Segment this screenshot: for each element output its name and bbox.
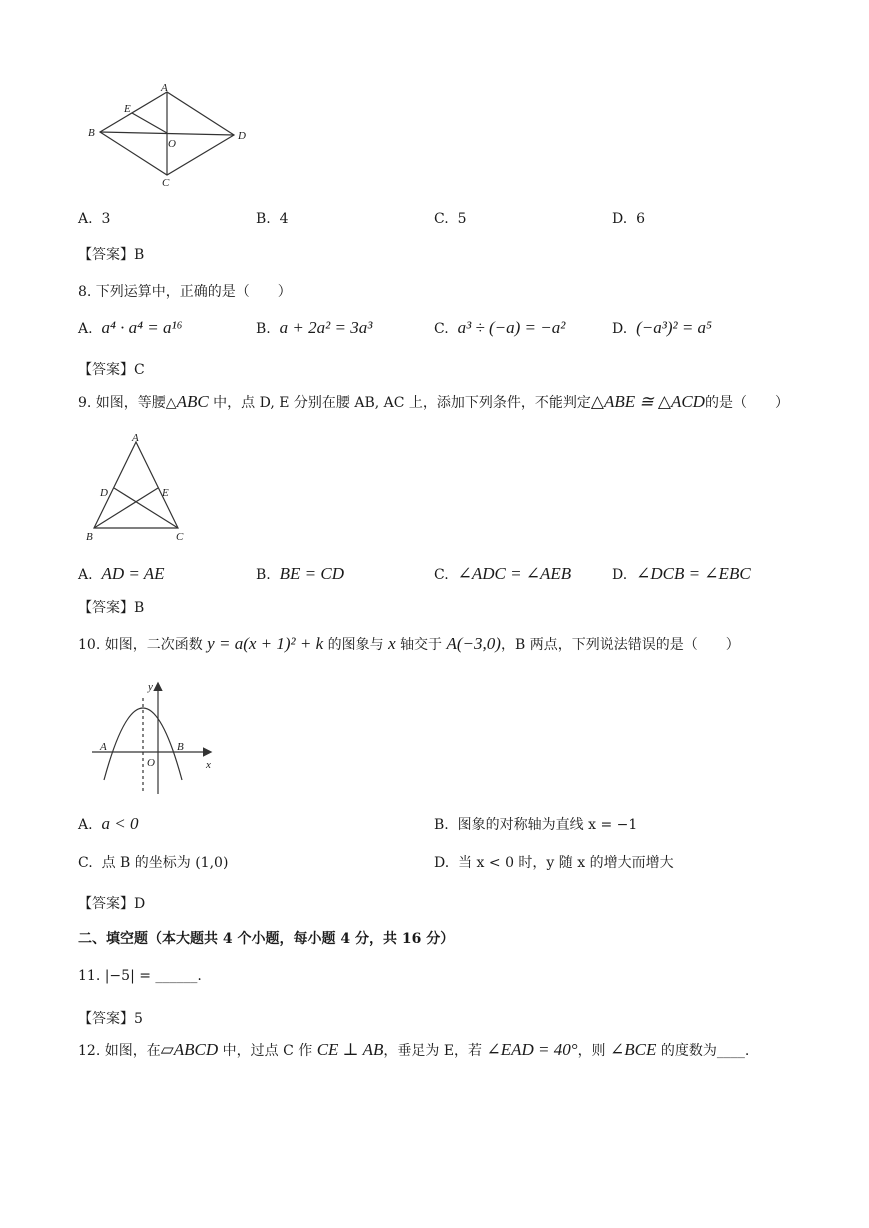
label-x: x [206, 759, 211, 771]
label-O: O [147, 757, 155, 769]
label-B: B [88, 127, 95, 139]
q12-stem: 12. 如图，在▱ABCD 中，过点 C 作 CE ⊥ AB，垂足为 E，若 ∠EAD = 40°，则 ∠BCE 的度数为____. [78, 1040, 750, 1059]
label-y: y [148, 681, 153, 693]
label-A: A [100, 741, 107, 753]
label-B: B [177, 741, 184, 753]
q10-option-b[interactable]: B. 图象的对称轴为直线 x = −1 [434, 817, 638, 833]
rhombus-figure [82, 80, 252, 190]
q8-answer: 【答案】C [78, 362, 145, 378]
label-C: C [176, 531, 184, 543]
q9-answer: 【答案】B [78, 600, 145, 616]
q10-option-c[interactable]: C. 点 B 的坐标为 (1,0) [78, 855, 229, 871]
q9-option-b[interactable]: B. BE = CD [256, 564, 345, 583]
q8-option-d[interactable]: D. (−a³)² = a⁵ [612, 318, 712, 337]
q11-answer: 【答案】5 [78, 1011, 143, 1027]
section-heading: 二、填空题（本大题共 4 个小题，每小题 4 分，共 16 分） [78, 931, 455, 947]
parabola-figure [86, 676, 226, 800]
q8-option-a[interactable]: A. a⁴ · a⁴ = a¹⁶ [78, 318, 183, 337]
label-E: E [162, 487, 169, 499]
label-C: C [162, 177, 170, 189]
label-O: O [168, 138, 176, 150]
q9-option-a[interactable]: A. AD = AE [78, 564, 165, 583]
q11-stem: 11. |−5| = ______. [78, 968, 202, 984]
q9-option-d[interactable]: D. ∠DCB = ∠EBC [612, 564, 751, 583]
label-B: B [86, 531, 93, 543]
label-D: D [238, 130, 246, 142]
q8-option-c[interactable]: C. a³ ÷ (−a) = −a² [434, 318, 566, 337]
q8-stem: 8. 下列运算中，正确的是（ ） [78, 284, 292, 300]
q10-stem: 10. 如图，二次函数 y = a(x + 1)² + k 的图象与 x 轴交于 A(−3,0)，B 两点，下列说法错误的是（ ） [78, 634, 740, 653]
label-D: D [100, 487, 108, 499]
triangle-figure [82, 432, 192, 544]
label-A: A [161, 82, 168, 94]
label-A: A [132, 432, 139, 444]
q9-option-c[interactable]: C. ∠ADC = ∠AEB [434, 564, 572, 583]
q10-answer: 【答案】D [78, 896, 146, 912]
q9-stem: 9. 如图，等腰△ABC 中，点 D, E 分别在腰 AB, AC 上，添加下列条件，不能判定△ABE ≅ △ACD的是（ ） [78, 392, 789, 411]
q10-option-d[interactable]: D. 当 x < 0 时，y 随 x 的增大而增大 [434, 855, 674, 871]
q7-option-d[interactable]: D. 6 [612, 211, 646, 227]
q7-answer: 【答案】B [78, 247, 145, 263]
q10-option-a[interactable]: A. a < 0 [78, 814, 139, 833]
q7-option-b[interactable]: B. 4 [256, 211, 289, 227]
q7-option-c[interactable]: C. 5 [434, 211, 467, 227]
q7-option-a[interactable]: A. 3 [78, 211, 111, 227]
label-E: E [124, 103, 131, 115]
q8-option-b[interactable]: B. a + 2a² = 3a³ [256, 318, 373, 337]
